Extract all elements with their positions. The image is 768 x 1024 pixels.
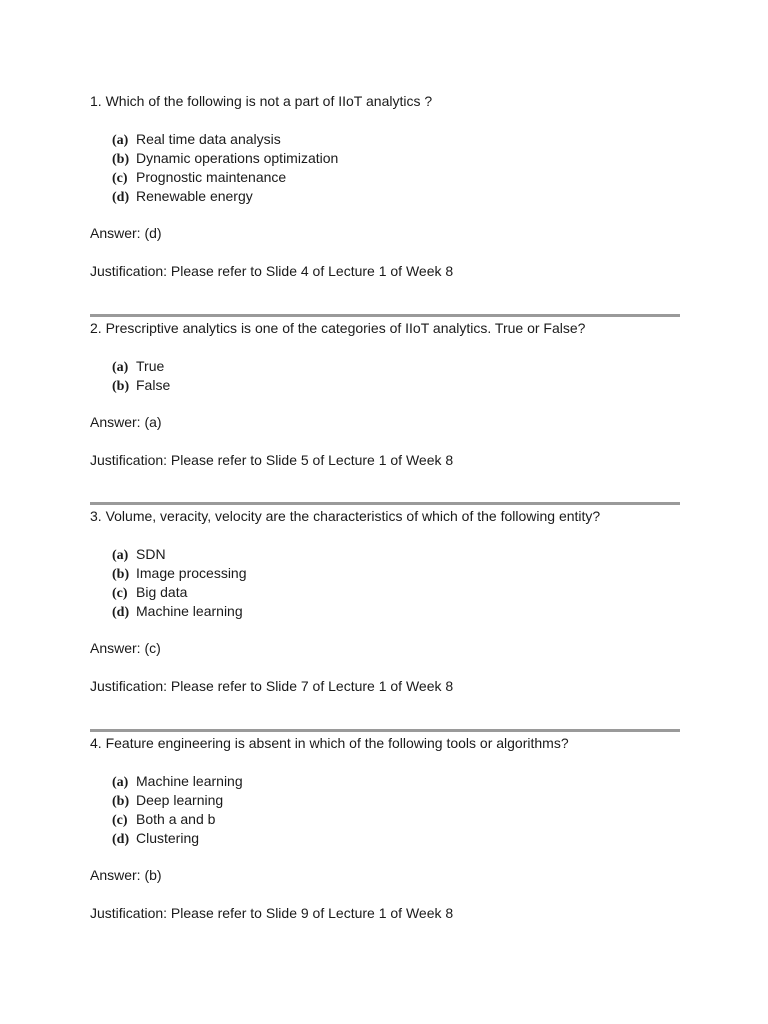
option-letter: (d) <box>112 605 130 620</box>
question-text: 1. Which of the following is not a part of IIoT analytics ? <box>90 93 433 109</box>
option-text: Deep learning <box>136 792 224 808</box>
option-letter: (d) <box>112 190 130 205</box>
answer: Answer: (b) <box>90 867 162 883</box>
option-text: Real time data analysis <box>136 131 281 147</box>
option-a <box>112 357 170 376</box>
option-b <box>112 376 170 395</box>
option-letter: (a) <box>112 133 129 148</box>
option-text: SDN <box>136 546 166 562</box>
option-letter: (a) <box>112 775 129 790</box>
options-list <box>112 772 243 848</box>
option-letter: (a) <box>112 360 129 375</box>
option-letter: (b) <box>112 152 130 167</box>
justification: Justification: Please refer to Slide 4 of Lecture 1 of Week 8 <box>90 263 454 279</box>
options-list <box>112 130 338 206</box>
option-text: Big data <box>136 584 188 600</box>
option-text: False <box>136 377 171 393</box>
justification: Justification: Please refer to Slide 9 of Lecture 1 of Week 8 <box>90 905 454 921</box>
option-d <box>112 602 247 621</box>
option-text: Dynamic operations optimization <box>136 150 339 166</box>
option-c <box>112 583 247 602</box>
question-text: 4. Feature engineering is absent in which of the following tools or algorithms? <box>90 735 569 751</box>
option-text: Image processing <box>136 565 247 581</box>
option-letter: (b) <box>112 567 130 582</box>
option-letter: (c) <box>112 813 128 828</box>
option-a <box>112 130 338 149</box>
answer: Answer: (c) <box>90 640 161 656</box>
option-text: Machine learning <box>136 773 243 789</box>
option-text: Clustering <box>136 830 200 846</box>
option-letter: (a) <box>112 548 129 563</box>
option-letter: (b) <box>112 794 130 809</box>
divider <box>90 314 680 317</box>
option-text: Renewable energy <box>136 188 253 204</box>
justification: Justification: Please refer to Slide 5 of Lecture 1 of Week 8 <box>90 452 454 468</box>
option-letter: (d) <box>112 832 130 847</box>
option-c <box>112 810 243 829</box>
option-text: Prognostic maintenance <box>136 169 287 185</box>
options-list <box>112 545 247 621</box>
option-letter: (c) <box>112 586 128 601</box>
answer: Answer: (a) <box>90 414 162 430</box>
option-b <box>112 791 243 810</box>
option-letter: (b) <box>112 379 130 394</box>
question-text: 2. Prescriptive analytics is one of the categories of IIoT analytics. True or False? <box>90 320 586 336</box>
option-c <box>112 168 338 187</box>
option-text: Machine learning <box>136 603 243 619</box>
option-a <box>112 772 243 791</box>
option-b <box>112 564 247 583</box>
option-b <box>112 149 338 168</box>
justification: Justification: Please refer to Slide 7 of Lecture 1 of Week 8 <box>90 678 454 694</box>
option-a <box>112 545 247 564</box>
answer: Answer: (d) <box>90 225 162 241</box>
divider <box>90 729 680 732</box>
option-letter: (c) <box>112 171 128 186</box>
options-list <box>112 357 170 395</box>
option-d <box>112 829 243 848</box>
option-text: True <box>136 358 165 374</box>
question-text: 3. Volume, veracity, velocity are the characteristics of which of the following entity? <box>90 508 601 524</box>
option-d <box>112 187 338 206</box>
divider <box>90 502 680 505</box>
option-text: Both a and b <box>136 811 216 827</box>
